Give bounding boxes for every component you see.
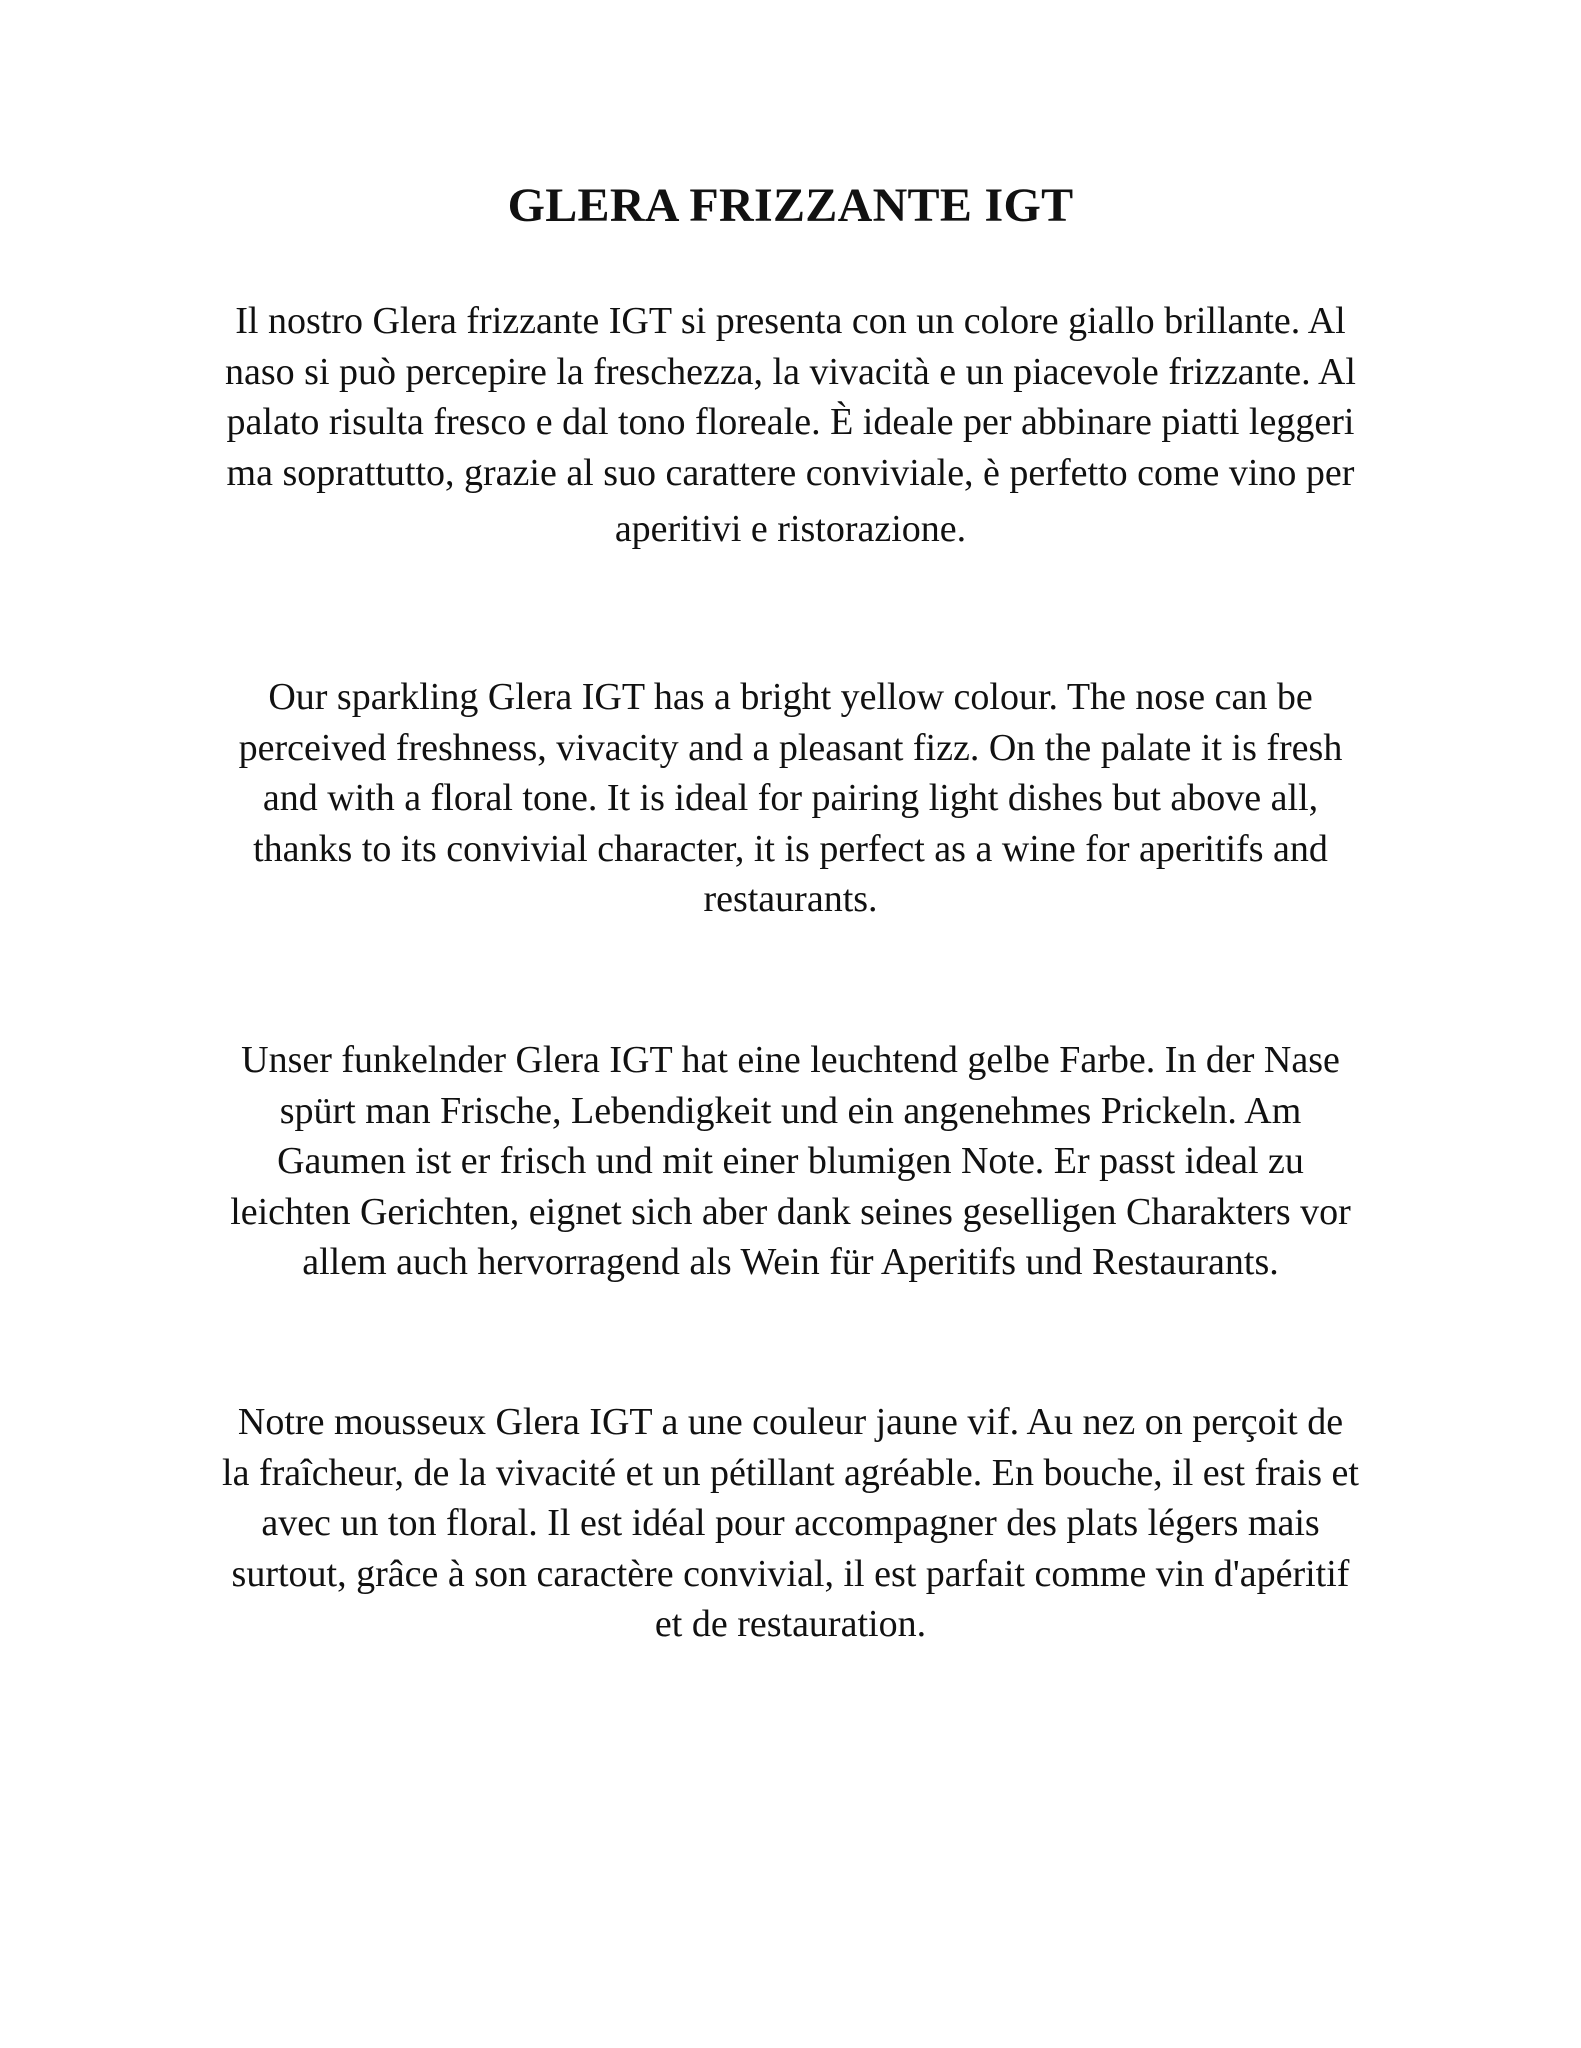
text-line: Il nostro Glera frizzante IGT si presenta con un colore giallo brillante. Al <box>235 300 1346 342</box>
paragraph-german <box>140 1035 1441 1288</box>
text-line: Our sparkling Glera IGT has a bright yellow colour. The nose can be <box>268 676 1313 718</box>
text-line: la fraîcheur, de la vivacité et un pétillant agréable. En bouche, il est frais et <box>222 1451 1359 1494</box>
text-line: leichten Gerichten, eignet sich aber dank seines geselligen Charakters vor <box>230 1190 1351 1233</box>
paragraph-english <box>140 672 1441 925</box>
text-line: Unser funkelnder Glera IGT hat eine leuchtend gelbe Farbe. In der Nase <box>241 1039 1340 1081</box>
text-line: and with a floral tone. It is ideal for pairing light dishes but above all, <box>262 777 1319 819</box>
paragraph-italian <box>140 296 1441 555</box>
text-line: surtout, grâce à son caractère convivial, il est parfait comme vin d'apéritif <box>231 1552 1350 1595</box>
text-line: aperitivi e ristorazione. <box>614 508 967 550</box>
text-line: palato risulta fresco e dal tono floreale. È ideale per abbinare piatti leggeri <box>226 401 1355 443</box>
text-line: perceived freshness, vivacity and a pleasant fizz. On the palate it is fresh <box>238 726 1343 769</box>
text-line: et de restauration. <box>654 1603 927 1645</box>
document-title: GLERA FRIZZANTE IGT <box>507 179 1074 232</box>
text-line: restaurants. <box>703 878 878 920</box>
text-line: spürt man Frische, Lebendigkeit und ein angenehmes Prickeln. Am <box>279 1089 1302 1132</box>
text-line: allem auch hervorragend als Wein für Aperitifs und Restaurants. <box>302 1241 1279 1283</box>
text-line: Gaumen ist er frisch und mit einer blumigen Note. Er passt ideal zu <box>277 1140 1304 1182</box>
text-line: thanks to its convivial character, it is perfect as a wine for aperitifs and <box>253 827 1328 870</box>
text-line: avec un ton floral. Il est idéal pour accompagner des plats légers mais <box>261 1502 1320 1544</box>
text-line: Notre mousseux Glera IGT a une couleur jaune vif. Au nez on perçoit de <box>237 1401 1344 1443</box>
paragraph-french <box>140 1397 1441 1650</box>
text-line: naso si può percepire la freschezza, la vivacità e un piacevole frizzante. Al <box>225 350 1356 393</box>
text-line: ma soprattutto, grazie al suo carattere conviviale, è perfetto come vino per <box>226 451 1355 494</box>
